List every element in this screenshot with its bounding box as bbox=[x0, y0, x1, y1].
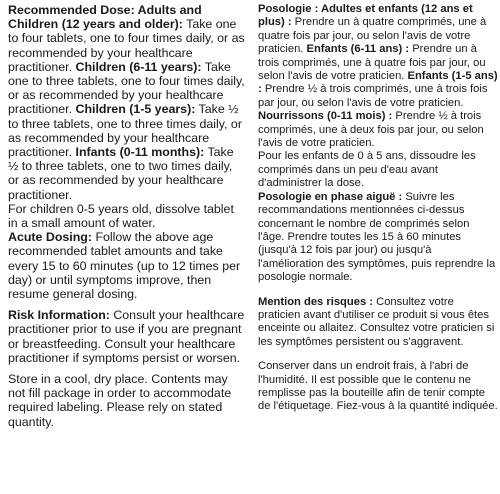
dissolve-note: Pour les enfants de 0 à 5 ans, dissoudre les comprimés dans un peu d'eau avant d'administrer la dose. bbox=[258, 150, 476, 190]
acute-dosing-section bbox=[8, 230, 246, 301]
enfants-1-5-text: Prendre ½ à trois comprimés, une à trois fois par jour, ou selon l'avis de votre praticien. bbox=[258, 83, 488, 109]
french-column bbox=[258, 3, 498, 414]
children-1-5-text: Take ½ to three tablets, one to three times daily, or as recommended by your healthcare practitioner. bbox=[8, 102, 242, 160]
nourrissons-label: Nourrissons (0-11 mois) : bbox=[258, 110, 393, 123]
children-6-11-label: Children (6-11 years): bbox=[75, 59, 202, 74]
enfants-6-11-label: Enfants (6-11 ans) : bbox=[306, 43, 410, 56]
children-1-5-label: Children (1-5 years): bbox=[75, 102, 196, 117]
risques-label: Mention des risques : bbox=[258, 295, 373, 308]
phase-aigue-section bbox=[258, 191, 498, 285]
risk-section bbox=[8, 308, 246, 365]
posologie-text: Prendre un à quatre comprimés, une à quatre fois par jour, ou selon l'avis de votre praticien. bbox=[258, 16, 487, 56]
enfants-6-11-text: Prendre un à trois comprimés, une à quatre fois par jour, ou selon l'avis de votre praticien. bbox=[258, 43, 486, 83]
dose-heading: Recommended Dose: Adults and Children (12 years and older): bbox=[8, 3, 202, 32]
under5-note: For children 0-5 years old, dissolve tablet in a small amount of water. bbox=[8, 201, 234, 231]
dose-adults-text: Take one to four tablets, one to four times daily, or as recommended by your healthcare practitioner. bbox=[8, 17, 245, 74]
risk-text: Consult your healthcare practitioner prior to use if you are pregnant or breastfeeding. Consult your healthcare practitioner if symptoms persist or worsen. bbox=[8, 308, 245, 365]
conservation-text: Conserver dans un endroit frais, à l'abri de l'humidité. Il est possible que le contenu ne remplisse pas la bouteille afin de tenir compte de l'étiquetage. Fiez-vous à la quantité indiquée. bbox=[258, 360, 498, 413]
risques-text: Consultez votre praticien avant d'utiliser ce produit si vous êtes enceinte ou allaitez. Consultez votre praticien si les symptômes persistent ou s'aggravent. bbox=[258, 295, 495, 348]
risk-label: Risk Information: bbox=[8, 308, 110, 323]
enfants-1-5-label: Enfants (1-5 ans) : bbox=[258, 70, 498, 96]
posologie-section bbox=[258, 3, 498, 150]
acute-dosing-text: Follow the above age recommended tablet amounts and take every 15 to 60 minutes (up to 12 times per day) or until symptoms improve, then resume general dosing. bbox=[8, 230, 241, 302]
acute-dosing-label: Acute Dosing: bbox=[8, 230, 92, 245]
children-6-11-text: Take one to three tablets, one to four times daily, or as recommended by your healthcare practitioner. bbox=[8, 59, 245, 117]
dosage-section bbox=[8, 3, 246, 202]
risques-section bbox=[258, 296, 498, 350]
phase-aigue-label: Posologie en phase aiguë : bbox=[258, 190, 403, 203]
infants-label: Infants (0-11 months): bbox=[75, 145, 205, 160]
posologie-label: Posologie : Adultes et enfants (12 ans et plus) : bbox=[258, 3, 473, 29]
infants-text: Take ½ to three tablets, one to two times daily, or as recommended by your healthcare practitioner. bbox=[8, 145, 234, 202]
nourrissons-text: Prendre ½ à trois comprimés, une à deux fois par jour, ou selon l'avis de votre praticien. bbox=[258, 110, 484, 150]
english-column bbox=[8, 3, 246, 429]
phase-aigue-text: Suivre les recommandations mentionnées ci-dessus concernant le nombre de comprimés selon l'âge. Prendre toutes les 15 à 60 minutes (jusqu'à 12 fois par jour) ou jusqu'à l'amélioration des symptômes, puis reprendre la posologie normale. bbox=[258, 190, 496, 284]
storage-text: Store in a cool, dry place. Contents may not fill package in order to accommodate required labeling. Please rely on stated quantity. bbox=[8, 372, 232, 429]
